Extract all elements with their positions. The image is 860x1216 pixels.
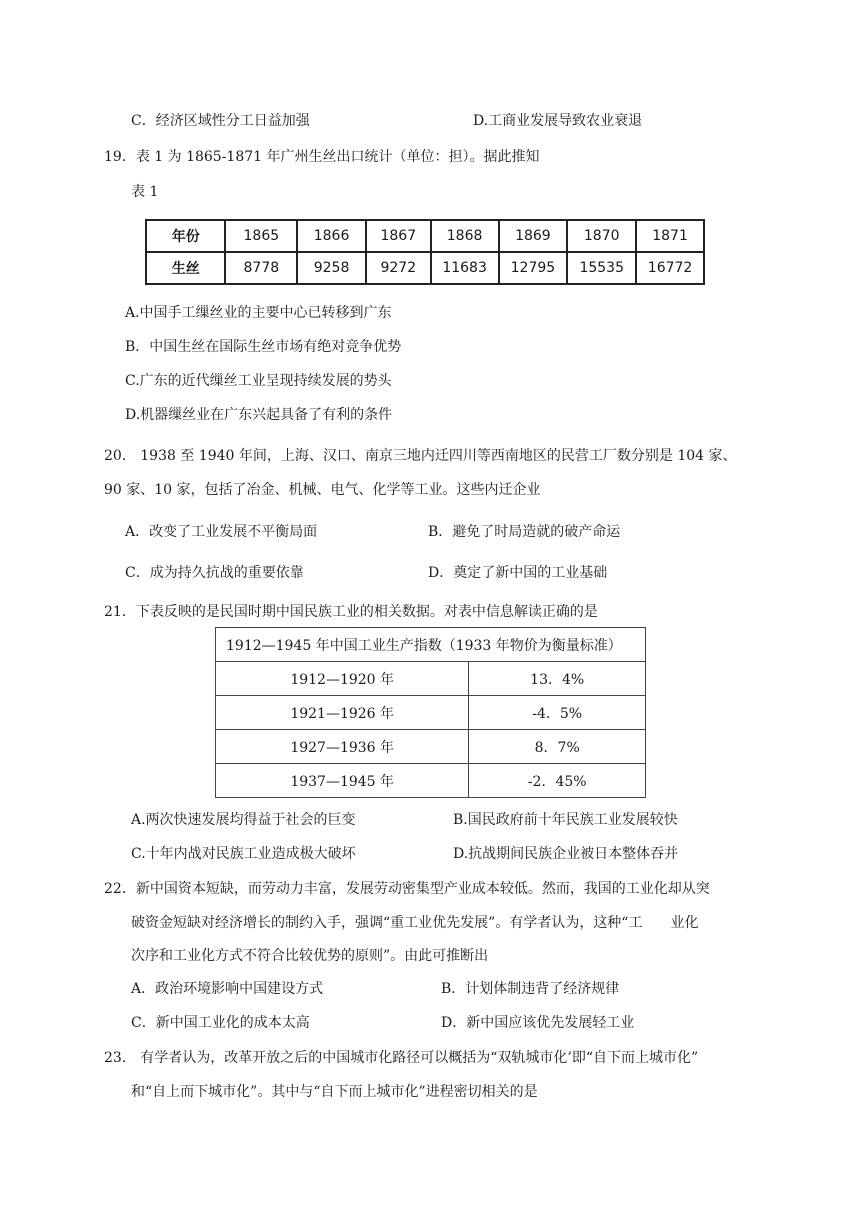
q19-silk-export-table [145,219,705,285]
q19-year-cell: 1867 [366,220,431,252]
table-row [216,696,646,730]
q20-option-b: B．避免了时局造就的破产命运 [428,524,621,540]
q19-value-cell: 9272 [366,252,431,284]
q21-period-cell: 1927—1936 年 [216,730,469,764]
q21-value-cell: -2．45% [469,764,646,798]
q22-option-c: C．新中国工业化的成本太高 [131,1015,310,1031]
q23-stem-line2: 和“自上而下城市化”。其中与“自下而上城市化”进程密切相关的是 [131,1084,538,1100]
q21-industry-index-table [215,627,646,798]
table-row [216,764,646,798]
q19-year-cell: 1865 [225,220,297,252]
q19-value-cell: 16772 [636,252,704,284]
q19-value-cell: 8778 [225,252,297,284]
q20-stem-line2: 90 家、10 家，包括了冶金、机械、电气、化学等工业。这些内迁企业 [104,482,541,498]
q19-year-cell: 1868 [431,220,499,252]
q19-option-a: A.中国手工缫丝业的主要中心已转移到广东 [125,305,392,321]
q21-value-cell: 8．7% [469,730,646,764]
q21-option-c: C.十年内战对民族工业造成极大破坏 [131,846,356,862]
q19-table-header-row [146,220,704,252]
q20-option-a: A．改变了工业发展不平衡局面 [125,524,318,540]
q21-table-caption: 1912—1945 年中国工业生产指数（1933 年物价为衡量标准） [216,628,646,662]
q22-option-b: B．计划体制违背了经济规律 [441,981,620,997]
q21-option-d: D.抗战期间民族企业被日本整体吞并 [453,846,679,862]
q21-option-a: A.两次快速发展均得益于社会的巨变 [131,812,356,828]
q19-value-cell: 9258 [297,252,366,284]
q18-option-c: C．经济区域性分工日益加强 [131,113,310,129]
q22-option-d: D．新中国应该优先发展轻工业 [441,1015,635,1031]
q23-stem-line1: 23． 有学者认为，改革开放之后的中国城市化路径可以概括为“双轨城市化’即“自下而上城市化” [104,1050,699,1066]
q19-year-cell: 1866 [297,220,366,252]
q19-stem: 19．表 1 为 1865-1871 年广州生丝出口统计（单位：担）。据此推知 [104,149,540,165]
q22-stem-line1: 22．新中国资本短缺，而劳动力丰富，发展劳动密集型产业成本较低。然而，我国的工业化却从突 [104,881,710,897]
q19-table-caption: 表 1 [131,184,159,200]
q20-option-c: C．成为持久抗战的重要依靠 [125,565,304,581]
q20-stem-line1: 20． 1938 至 1940 年间，上海、汉口、南京三地内迁四川等西南地区的民营工厂数分别是 104 家、 [104,448,737,464]
table-row [216,662,646,696]
table-row [216,730,646,764]
q19-option-c: C.广东的近代缫丝工业呈现持续发展的势头 [125,373,392,389]
q20-option-d: D．奠定了新中国的工业基础 [428,565,608,581]
q19-year-cell: 1869 [499,220,568,252]
q18-option-d: D.工商业发展导致农业衰退 [473,113,643,129]
q19-year-cell: 1870 [567,220,636,252]
q19-table-data-row [146,252,704,284]
q19-year-cell: 1871 [636,220,704,252]
q19-value-cell: 12795 [499,252,568,284]
q19-value-cell: 15535 [567,252,636,284]
q21-period-cell: 1912—1920 年 [216,662,469,696]
q22-stem-line2: 破资金短缺对经济增长的制约入手，强调“重工业优先发展”。有学者认为，这种“工 业化 [131,915,699,931]
q21-period-cell: 1937—1945 年 [216,764,469,798]
q21-option-b: B.国民政府前十年民族工业发展较快 [453,812,678,828]
q19-row-label: 生丝 [146,252,225,284]
q19-option-b: B．中国生丝在国际生丝市场有绝对竞争优势 [125,339,402,355]
q21-value-cell: 13．4% [469,662,646,696]
q19-option-d: D.机器缫丝业在广东兴起具备了有利的条件 [125,407,393,423]
q19-header-label: 年份 [146,220,225,252]
q19-value-cell: 11683 [431,252,499,284]
q22-option-a: A．政治环境影响中国建设方式 [131,981,324,997]
q22-stem-line3: 次序和工业化方式不符合比较优势的原则”。由此可推断出 [131,948,489,964]
q21-stem: 21．下表反映的是民国时期中国民族工业的相关数据。对表中信息解读正确的是 [104,604,598,620]
q21-value-cell: -4．5% [469,696,646,730]
q21-period-cell: 1921—1926 年 [216,696,469,730]
